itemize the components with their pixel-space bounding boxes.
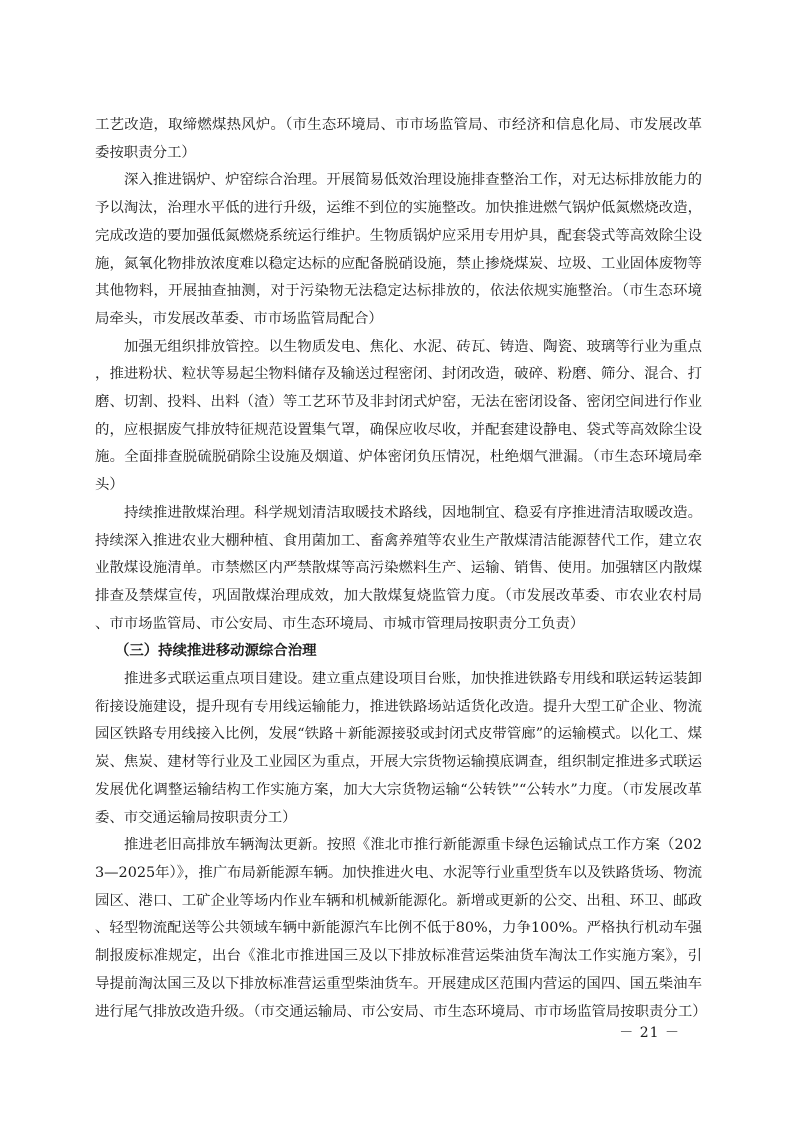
paragraph-continuation: 工艺改造，取缔燃煤热风炉。（市生态环境局、市市场监管局、市经济和信息化局、市发展改革委按职责分工） [95,117,702,161]
page-number: － 21 － [619,1025,680,1041]
paragraph-loose-coal-governance: 持续推进散煤治理。科学规划清洁取暖技术路线，因地制宜、稳妥有序推进清洁取暖改造。持续深入推进农业大棚种植、食用菌加工、畜禽养殖等农业生产散煤清洁能源替代工作，建立农业散煤设施清单。市禁燃区内严禁散煤等高污染燃料生产、运输、销售、使用。加强辖区内散煤排查及禁煤宣传，巩固散煤治理成效，加大散煤复烧监管力度。（市发展改革委、市农业农村局、市市场监管局、市公安局、市生态环境局、市城市管理局按职责分工负责） [95,504,702,632]
section-heading-mobile-source: （三）持续推进移动源综合治理 [115,643,317,660]
document-body [95,112,707,1026]
paragraph-multimodal-transport: 推进多式联运重点项目建设。建立重点建设项目台账，加快推进铁路专用线和联运转运装卸衔接设施建设，提升现有专用线运输能力，推进铁路场站适货化改造。提升大型工矿企业、物流园区铁路专用线接入比例，发展“铁路＋新能源接驳或封闭式皮带管廊”的运输模式。以化工、煤炭、焦炭、建材等行业及工业园区为重点，开展大宗货物运输摸底调查，组织制定推进多式联运发展优化调整运输结构工作实施方案，加大大宗货物运输“公转铁”“公转水”力度。（市发展改革委、市交通运输局按职责分工） [95,671,702,826]
paragraph-vehicle-replacement: 推进老旧高排放车辆淘汰更新。按照《淮北市推行新能源重卡绿色运输试点工作方案（2023—2025年）》，推广布局新能源车辆。加快推进火电、水泥等行业重型货车以及铁路货场、物流园区、港口、工矿企业等场内作业车辆和机械新能源化。新增或更新的公交、出租、环卫、邮政、轻型物流配送等公共领域车辆中新能源汽车比例不低于80%，力争100%。严格执行机动车强制报废标准规定，出台《淮北市推进国三及以下排放标准营运柴油货车淘汰工作实施方案》，引导提前淘汰国三及以下排放标准营运重型柴油货车。开展建成区范围内营运的国四、国五柴油车进行尾气排放改造升级。（市交通运输局、市公安局、市生态环境局、市市场监管局按职责分工） [95,837,707,1020]
paragraph-boiler-kiln-governance: 深入推进锅炉、炉窑综合治理。开展简易低效治理设施排查整治工作，对无达标排放能力的予以淘汰，治理水平低的进行升级，运维不到位的实施整改。加快推进燃气锅炉低氮燃烧改造，完成改造的要加强低氮燃烧系统运行维护。生物质锅炉应采用专用炉具，配套袋式等高效除尘设施，氮氧化物排放浓度难以稳定达标的应配备脱硝设施，禁止掺烧煤炭、垃圾、工业固体废物等其他物料，开展抽查抽测，对于污染物无法稳定达标排放的，依法依规实施整治。（市生态环境局牵头，市发展改革委、市市场监管局配合） [95,172,702,327]
paragraph-unorganized-emission-control: 加强无组织排放管控。以生物质发电、焦化、水泥、砖瓦、铸造、陶瓷、玻璃等行业为重点，推进粉状、粒状等易起尘物料储存及输送过程密闭、封闭改造，破碎、粉磨、筛分、混合、打磨、切割、投料、出料（渣）等工艺环节及非封闭式炉窑，无法在密闭设备、密闭空间进行作业的，应根据废气排放特征规范设置集气罩，确保应收尽收，并配套建设静电、袋式等高效除尘设施。全面排查脱硫脱硝除尘设施及烟道、炉体密闭负压情况，杜绝烟气泄漏。（市生态环境局牵头） [95,338,702,494]
